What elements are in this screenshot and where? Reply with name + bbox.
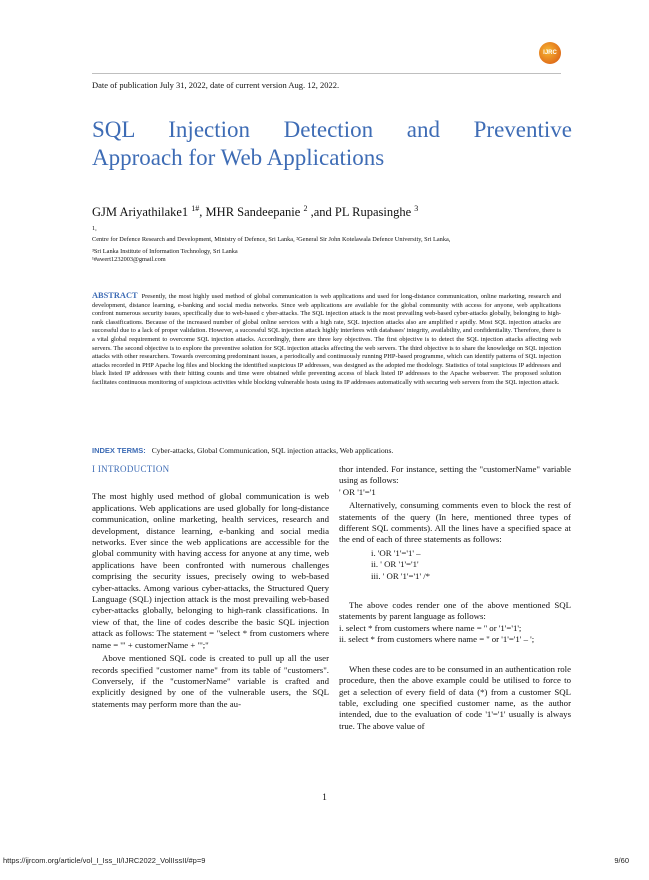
abstract: [92, 292, 561, 388]
affiliation-marker: 1,: [92, 225, 97, 232]
paragraph: The above codes render one of the above mentioned SQL statements by parent language as follows:: [339, 600, 571, 622]
right-column: [339, 464, 571, 732]
paper-title-line-2: Approach for Web Applications: [92, 145, 385, 170]
left-column: [92, 464, 329, 710]
author-email: ¹#awert1232003@gmail.com: [92, 256, 166, 263]
paper-title: [92, 116, 572, 172]
footer-url: https://ijrcom.org/article/vol_I_Iss_II/IJRC2022_VolIIssII/#p=9: [3, 856, 206, 865]
paper-title-line-1: SQL Injection Detection and Preventive: [92, 117, 572, 142]
index-terms-label: INDEX TERMS:: [92, 446, 146, 455]
paragraph: Above mentioned SQL code is created to pull up all the user records specified "customer name" from its table of "customers". Conversely, if the "customerName" variable is crafted and explicitly designed by one of the vulnerable users, the SQL statements may perform more than the au-: [92, 653, 329, 709]
journal-logo: IJRC: [539, 42, 561, 64]
paragraph: When these codes are to be consumed in an authentication role procedure, then the above example could be utilised to force to get a selection of every field of data (*) from a customer SQL table, excluding one specified customer name, as the author intended, due to the evaluation of code '1'='1' usually is always true. The above value of: [339, 663, 571, 731]
index-terms: [92, 446, 393, 455]
publication-date: Date of publication July 31, 2022, date of current version Aug. 12, 2022.: [92, 80, 340, 90]
list-item: ii. ' OR '1'='1': [371, 559, 419, 570]
header-divider: [92, 73, 561, 74]
page-number: 1: [322, 793, 327, 803]
abstract-text: Presently, the most highly used method of global communication is web applications and used for long-distance communication, online marketing, research and development, distance learning, e-banking and social media networks. Since web applications are available for the global community with access for anyone, web applications confront numerous security issues, specifically due to web-based c yber-attacks. The SQL injection attack is the most prevailing web-based cyber-attacks globally, belonging to high-rank classifications. Because of the increased number of global online services with a high rate, SQL injection attacks also are amplified r apidly. Most SQL injection attacks are successful due to a lack of proper validation. However, a successful SQL injection attack highly interferes with databases' integrity, availability, and confidentiality. Therefore, there is a vital global requirement to overcome SQL injection attacks. Accordingly, there are three key objectives. The first objective is to detect the SQL injection attacks affecting web servers. The second objective is to explore the preventive solution for SQL injection attacks affecting the web servers. The third objective is to share the knowledge on SQL injection attacks with other researchers. Towards overcoming predominant issues, a periodically and continuously running PHP-based programme, which can identify patterns of SQL injection attacks recorded in PHP Apache log files and blocking the identified suspicious IP addresses, was designed as the adopted me thodology. Statistics of total suspicious IP addresses and black listed IP addresses with their hitting counts and time were obtained while preventing access of black listed IP addresses to the Apache webserver. The proposed solution facilitates continuous monitoring of suspicious activities while blocking vulnerable hosts using its IP addresses automatically with securing web servers from the SQL injection attack.: [92, 293, 561, 386]
paragraph: thor intended. For instance, setting the "customerName" variable using as follows:: [339, 464, 571, 486]
list-item: iii. ' OR '1'='1' /*: [371, 570, 431, 581]
code-snippet: ' OR '1'='1: [339, 486, 376, 497]
code-snippet: i. select * from customers where name = '' or '1'='1';: [339, 622, 522, 633]
abstract-label: ABSTRACT: [92, 291, 138, 300]
list-item: i. 'OR '1'='1' –: [371, 547, 421, 558]
section-heading: I INTRODUCTION: [92, 464, 170, 474]
paragraph: The most highly used method of global communication is web applications. Web applications are used globally for long-distance communication, online marketing, health services, research and development, distance learning, e-banking and social media networks. Ever since the web applications are accessible for the global community with having access for anyone at any time, web applications have been confronted with numerous challenges comprising the security issues, precisely owing to web-based cyber-attacks. Among various cyber-attacks, the Structured Query Language (SQL) injection attack is the most prevailing web-based cyber-attacks globally, belonging to high-rank classifications. In view of that, the line of codes describe the basic SQL injection attack as follows: The statement = "select * from customers where name = '" + customerName + "';": [92, 491, 329, 650]
affiliation-line: Centre for Defence Research and Development, Ministry of Defence, Sri Lanka, ²General Sir John Kotelawala Defence University, Sri Lanka,: [92, 236, 451, 243]
code-snippet: ii. select * from customers where name = '' or '1'='1' – ';: [339, 634, 535, 645]
code-list: [339, 548, 571, 582]
affiliation-line: ³Sri Lanka Institute of Information Technology, Sri Lanka: [92, 248, 238, 255]
footer-page-count: 9/60: [614, 856, 629, 865]
index-terms-text: Cyber-attacks, Global Communication, SQL injection attacks, Web applications.: [151, 446, 394, 455]
paragraph: Alternatively, consuming comments even to block the rest of statements of the query (In here, mentioned three types of different SQL comments). All the lines have a specified space at the end of each of three statements as follows:: [339, 500, 571, 545]
author-list: GJM Ariyathilake1 $^{1\#}$, MHR Sandeepanie $^2$ ,and PL Rupasinghe $^3$: [92, 204, 419, 220]
